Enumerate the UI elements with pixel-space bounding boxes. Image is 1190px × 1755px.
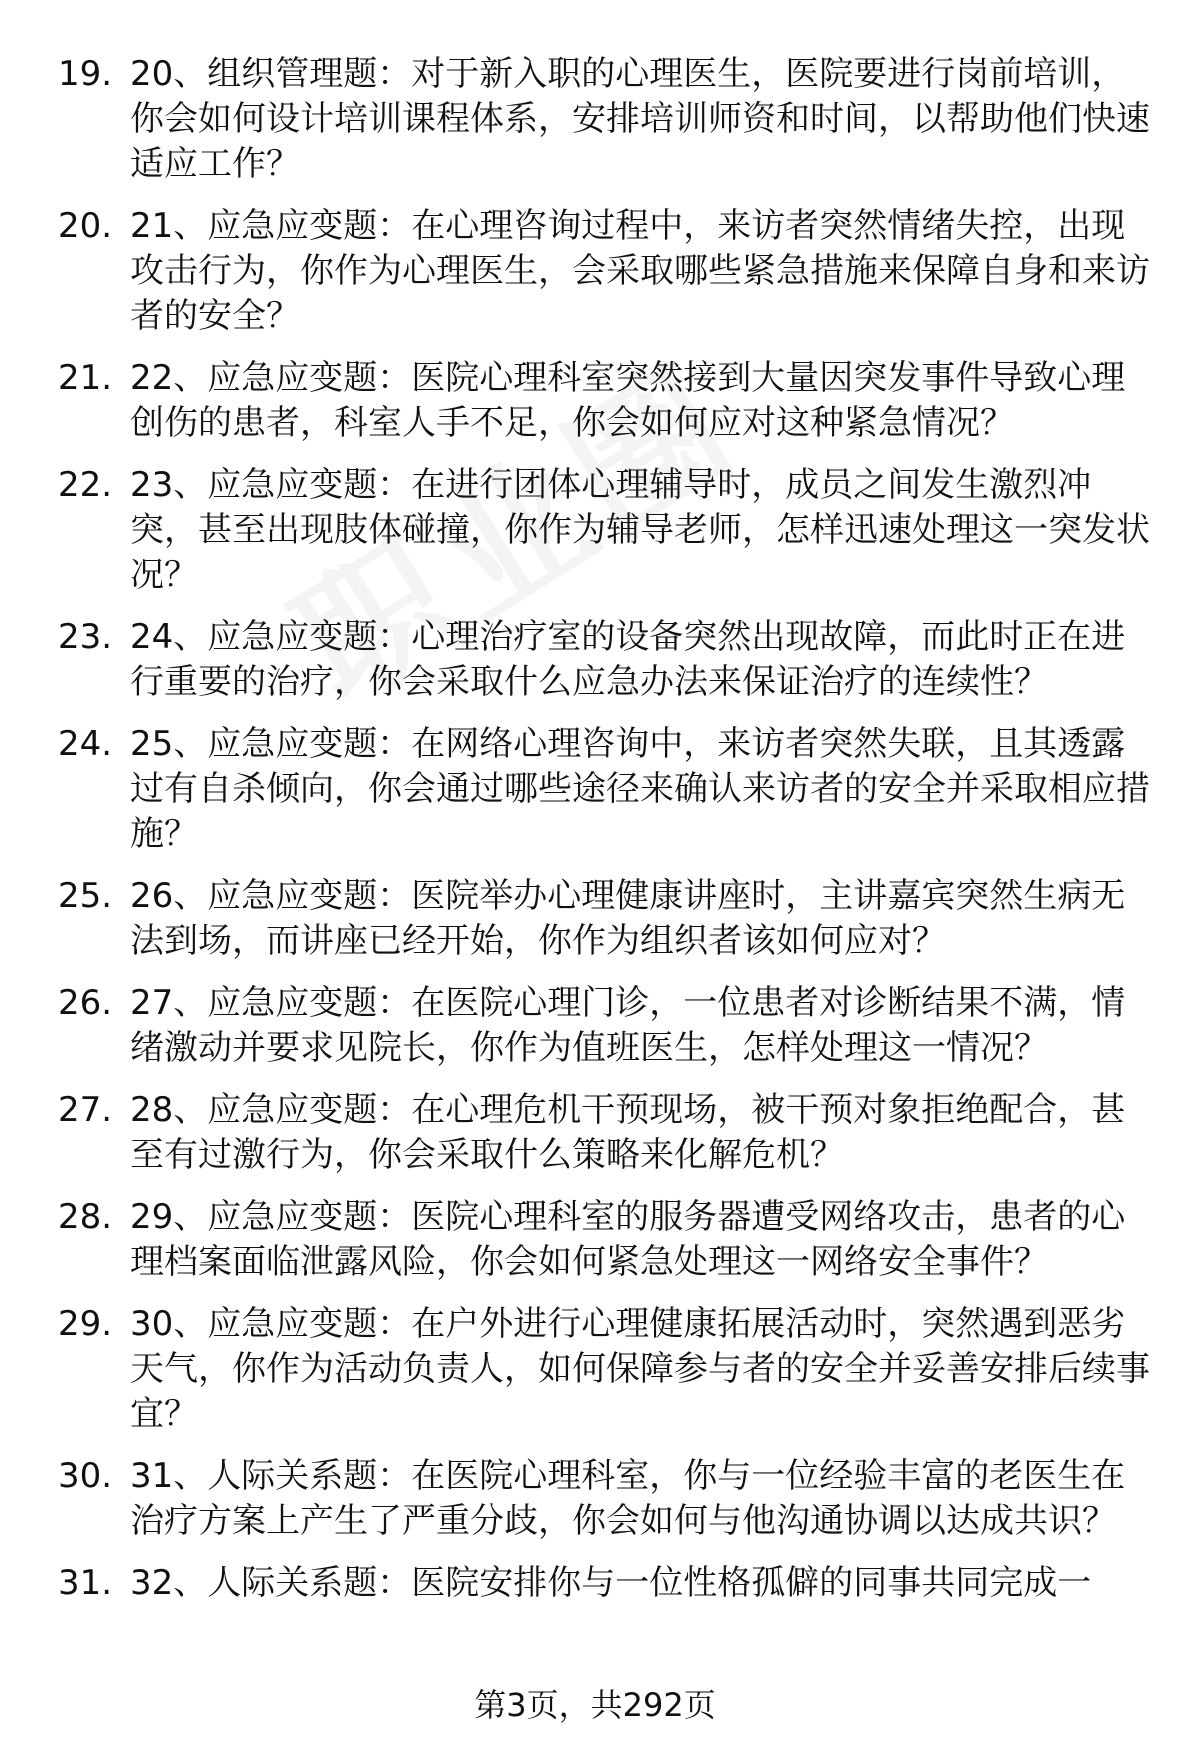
item-text: 24、应急应变题：心理治疗室的设备突然出现故障，而此时正在进行重要的治疗，你会采取什么应急办法来保证治疗的连续性？: [130, 617, 1126, 702]
item-number: 23.: [58, 617, 113, 657]
item-number: 22.: [58, 465, 113, 505]
item-number: 29.: [58, 1304, 113, 1344]
list-item: [58, 874, 1158, 964]
list-item: [58, 615, 1158, 705]
item-text: 32、人际关系题：医院安排你与一位性格孤僻的同事共同完成一: [130, 1563, 1092, 1603]
item-text: 27、应急应变题：在医院心理门诊，一位患者对诊断结果不满，情绪激动并要求见院长，你作为值班医生，怎样处理这一情况？: [130, 983, 1126, 1068]
list-item: [58, 1561, 1158, 1606]
item-text: 22、应急应变题：医院心理科室突然接到大量因突发事件导致心理创伤的患者，科室人手不足，你会如何应对这种紧急情况？: [130, 358, 1126, 443]
item-number: 25.: [58, 876, 113, 916]
item-text: 29、应急应变题：医院心理科室的服务器遭受网络攻击，患者的心理档案面临泄露风险，你会如何紧急处理这一网络安全事件？: [130, 1197, 1126, 1282]
item-number: 27.: [58, 1090, 113, 1130]
item-number: 21.: [58, 358, 113, 398]
list-item: [58, 1195, 1158, 1285]
item-number: 19.: [58, 54, 113, 94]
list-item: [58, 463, 1158, 598]
list-item: [58, 1454, 1158, 1544]
item-text: 21、应急应变题：在心理咨询过程中，来访者突然情绪失控，出现攻击行为，你作为心理医生，会采取哪些紧急措施来保障自身和来访者的安全？: [130, 206, 1150, 336]
item-text: 31、人际关系题：在医院心理科室，你与一位经验丰富的老医生在治疗方案上产生了严重分歧，你会如何与他沟通协调以达成共识？: [130, 1456, 1126, 1541]
item-number: 24.: [58, 724, 113, 764]
item-text: 30、应急应变题：在户外进行心理健康拓展活动时，突然遇到恶劣天气，你作为活动负责人，如何保障参与者的安全并妥善安排后续事宜？: [130, 1304, 1150, 1434]
list-item: [58, 981, 1158, 1071]
list-item: [58, 722, 1158, 857]
list-item: [58, 1088, 1158, 1178]
list-item: [58, 1302, 1158, 1437]
question-list: [58, 52, 1158, 1623]
item-number: 28.: [58, 1197, 113, 1237]
list-item: [58, 52, 1158, 187]
item-number: 30.: [58, 1456, 113, 1496]
item-text: 23、应急应变题：在进行团体心理辅导时，成员之间发生激烈冲突，甚至出现肢体碰撞，你作为辅导老师，怎样迅速处理这一突发状况？: [130, 465, 1150, 595]
item-text: 26、应急应变题：医院举办心理健康讲座时，主讲嘉宾突然生病无法到场，而讲座已经开始，你作为组织者该如何应对？: [130, 876, 1126, 961]
item-text: 20、组织管理题：对于新入职的心理医生，医院要进行岗前培训，你会如何设计培训课程体系，安排培训师资和时间，以帮助他们快速适应工作？: [130, 54, 1150, 184]
list-item: [58, 204, 1158, 339]
item-text: 25、应急应变题：在网络心理咨询中，来访者突然失联，且其透露过有自杀倾向，你会通过哪些途径来确认来访者的安全并采取相应措施？: [130, 724, 1150, 854]
item-number: 20.: [58, 206, 113, 246]
item-number: 26.: [58, 983, 113, 1023]
list-item: [58, 356, 1158, 446]
item-number: 31.: [58, 1563, 113, 1603]
page-footer: 第3页，共292页: [474, 1686, 716, 1724]
item-text: 28、应急应变题：在心理危机干预现场，被干预对象拒绝配合，甚至有过激行为，你会采取什么策略来化解危机？: [130, 1090, 1126, 1175]
